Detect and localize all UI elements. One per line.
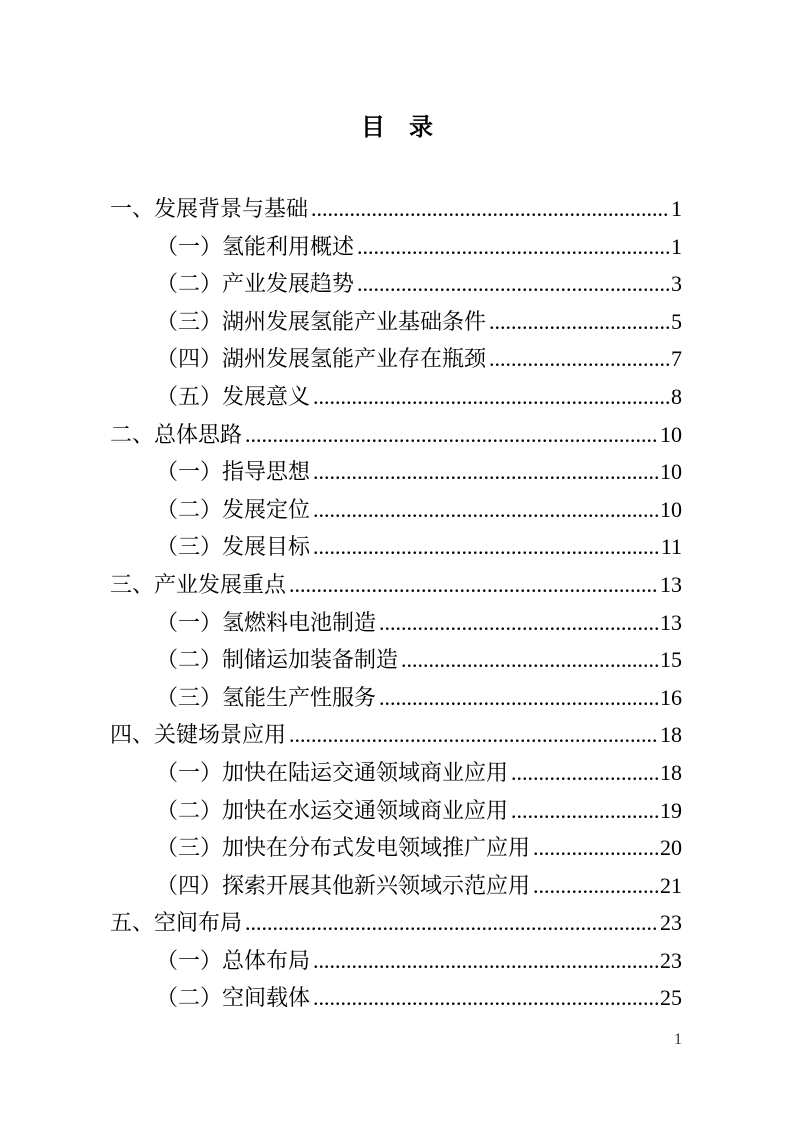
- toc-entry[interactable]: [110, 604, 682, 642]
- dot-leader: [357, 265, 669, 303]
- footer-page-number: 1: [674, 1031, 682, 1048]
- toc-entry-page: 5: [671, 308, 682, 334]
- toc-entry-label: （二）加快在水运交通领域商业应用: [156, 797, 509, 823]
- toc-entry[interactable]: [110, 378, 682, 416]
- toc-entry-page: 13: [660, 571, 682, 597]
- dot-leader: [313, 942, 658, 980]
- dot-leader: [379, 679, 658, 717]
- toc-entry[interactable]: [110, 867, 682, 905]
- dot-leader: [533, 867, 658, 905]
- dot-leader: [289, 566, 658, 604]
- toc-entry-page: 23: [660, 947, 682, 973]
- toc-entry-label: （二）发展定位: [156, 496, 311, 522]
- toc-entry-label: （一）加快在陆运交通领域商业应用: [156, 759, 509, 785]
- toc-entry-label: （二）制储运加装备制造: [156, 647, 399, 673]
- toc-entry-label: 三、产业发展重点: [110, 571, 287, 597]
- toc-entry-page: 25: [660, 985, 682, 1011]
- toc-entry-label: （一）氢燃料电池制造: [156, 609, 377, 635]
- toc-entry[interactable]: [110, 566, 682, 604]
- dot-leader: [289, 716, 658, 754]
- toc-entry-label: 一、发展背景与基础: [110, 196, 309, 221]
- toc-entry[interactable]: [110, 716, 682, 754]
- toc-entry-label: （三）湖州发展氢能产业基础条件: [156, 308, 487, 334]
- toc-entry-page: 15: [660, 647, 682, 673]
- dot-leader: [313, 979, 658, 1017]
- dot-leader: [489, 303, 669, 341]
- toc-entry-label: （二）空间载体: [156, 985, 311, 1011]
- toc-entry[interactable]: [110, 453, 682, 491]
- toc-entry[interactable]: [110, 528, 682, 566]
- toc-entry-page: 13: [660, 609, 682, 635]
- dot-leader: [379, 604, 658, 642]
- toc-entry[interactable]: [110, 754, 682, 792]
- toc-entry-label: （五）发展意义: [156, 383, 311, 409]
- toc-entry-page: 10: [660, 496, 682, 522]
- toc-entry[interactable]: [110, 190, 682, 228]
- dot-leader: [511, 792, 658, 830]
- toc-entry-label: 四、关键场景应用: [110, 722, 287, 748]
- toc-entry[interactable]: [110, 979, 682, 1017]
- toc-entry[interactable]: [110, 904, 682, 942]
- toc-entry-page: 20: [660, 835, 682, 861]
- dot-leader: [313, 378, 669, 416]
- toc-entry[interactable]: [110, 340, 682, 378]
- dot-leader: [313, 491, 658, 529]
- toc-entry-page: 7: [671, 346, 682, 372]
- toc-entry-label: 五、空间布局: [110, 910, 243, 936]
- toc-entry-page: 21: [660, 872, 682, 898]
- toc-entry[interactable]: [110, 265, 682, 303]
- dot-leader: [489, 340, 669, 378]
- toc-entry-page: 16: [660, 684, 682, 710]
- dot-leader: [313, 453, 658, 491]
- toc-entry-label: （一）总体布局: [156, 947, 311, 973]
- toc-entry-label: （二）产业发展趋势: [156, 271, 355, 297]
- toc-entry[interactable]: [110, 829, 682, 867]
- toc-entry-page: 18: [660, 722, 682, 748]
- toc-entry-page: 10: [660, 459, 682, 485]
- toc-entry[interactable]: [110, 641, 682, 679]
- toc-entry-label: （四）探索开展其他新兴领域示范应用: [156, 872, 531, 898]
- toc-entry[interactable]: [110, 942, 682, 980]
- dot-leader: [313, 528, 659, 566]
- dot-leader: [245, 904, 658, 942]
- toc-entry-label: （三）加快在分布式发电领域推广应用: [156, 835, 531, 861]
- toc-entry-label: （四）湖州发展氢能产业存在瓶颈: [156, 346, 487, 372]
- toc-entry-page: 11: [660, 534, 682, 560]
- dot-leader: [245, 416, 658, 454]
- toc-entry-label: （三）发展目标: [156, 534, 311, 560]
- dot-leader: [511, 754, 658, 792]
- dot-leader: [357, 228, 669, 266]
- toc-entry[interactable]: [110, 792, 682, 830]
- toc-entry-label: 二、总体思路: [110, 421, 243, 447]
- toc-entry-page: 8: [671, 383, 682, 409]
- toc-entry-label: （一）指导思想: [156, 459, 311, 485]
- toc-entry-page: 3: [671, 271, 682, 297]
- toc-entry-label: （三）氢能生产性服务: [156, 684, 377, 710]
- toc-entry[interactable]: [110, 303, 682, 341]
- dot-leader: [533, 829, 658, 867]
- toc-entry[interactable]: [110, 228, 682, 266]
- toc-entry-page: 18: [660, 759, 682, 785]
- toc-entry-page: 10: [660, 421, 682, 447]
- toc-entry-page: 1: [671, 233, 682, 259]
- toc-entry-label: （一）氢能利用概述: [156, 233, 355, 259]
- toc-list: [110, 190, 682, 1017]
- toc-entry[interactable]: [110, 491, 682, 529]
- toc-entry-page: 23: [660, 910, 682, 936]
- toc-entry[interactable]: [110, 416, 682, 454]
- toc-entry[interactable]: [110, 679, 682, 717]
- toc-entry-page: 1: [671, 196, 682, 221]
- dot-leader: [401, 641, 658, 679]
- dot-leader: [311, 190, 669, 228]
- toc-entry-page: 19: [660, 797, 682, 823]
- page-title: 目 录: [361, 115, 433, 141]
